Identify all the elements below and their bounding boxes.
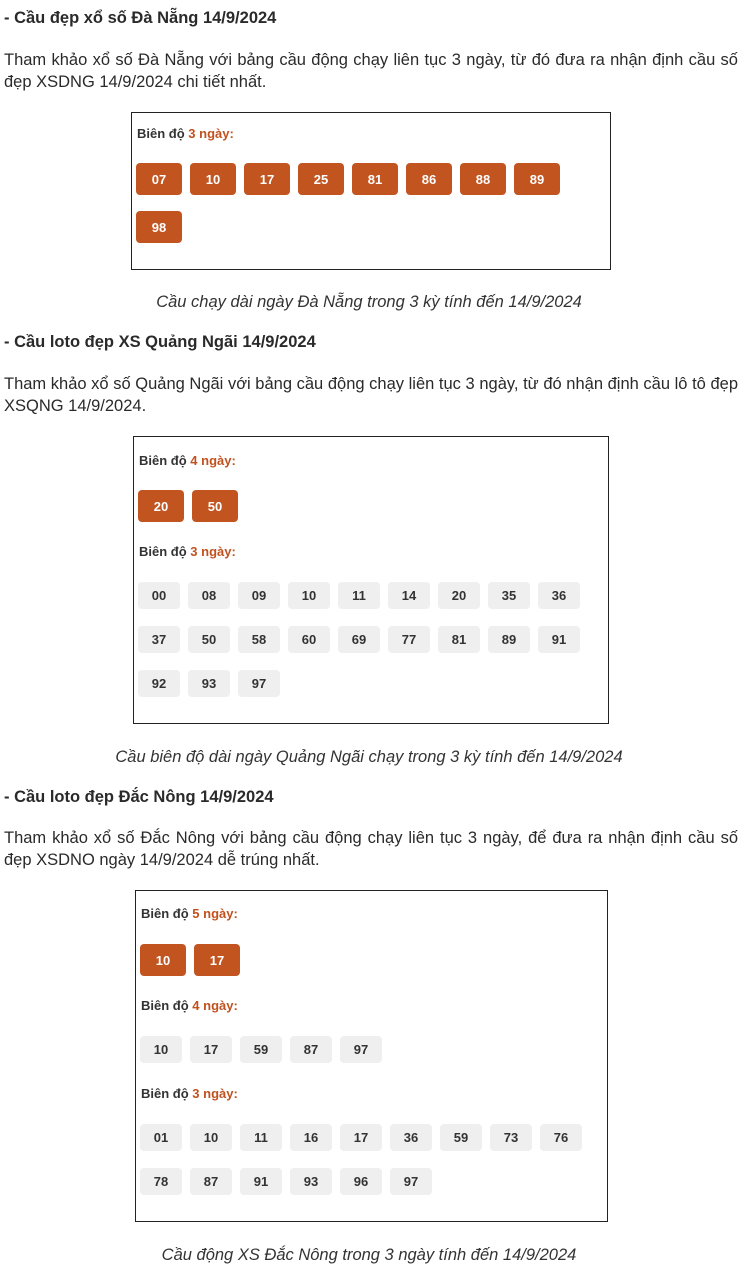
number-chip: 07 bbox=[136, 163, 182, 195]
number-chip: 11 bbox=[240, 1124, 282, 1151]
number-chip: 87 bbox=[290, 1036, 332, 1063]
amplitude-prefix: Biên độ bbox=[141, 1086, 189, 1101]
number-chip: 93 bbox=[188, 670, 230, 697]
amplitude-label bbox=[141, 1086, 238, 1101]
number-chip: 25 bbox=[298, 163, 344, 195]
number-chip: 97 bbox=[390, 1168, 432, 1195]
amplitude-days: 3 ngày: bbox=[188, 126, 234, 141]
caption-quang-ngai: Cầu biên độ dài ngày Quảng Ngãi chạy trong 3 kỳ tính đến 14/9/2024 bbox=[115, 748, 623, 766]
amplitude-days: 3 ngày: bbox=[192, 1086, 238, 1101]
number-chip: 09 bbox=[238, 582, 280, 609]
number-chip: 91 bbox=[240, 1168, 282, 1195]
number-chip: 17 bbox=[244, 163, 290, 195]
section-title-da-nang: - Cầu đẹp xổ số Đà Nẵng 14/9/2024 bbox=[4, 9, 277, 27]
number-chip: 10 bbox=[190, 163, 236, 195]
number-chip: 17 bbox=[194, 944, 240, 976]
number-chip: 78 bbox=[140, 1168, 182, 1195]
amplitude-label bbox=[139, 544, 236, 559]
number-chip: 36 bbox=[538, 582, 580, 609]
bridge-table-da-nang bbox=[131, 112, 611, 270]
number-chip: 10 bbox=[140, 1036, 182, 1063]
section-title-quang-ngai: - Cầu loto đẹp XS Quảng Ngãi 14/9/2024 bbox=[4, 333, 316, 351]
number-chip: 20 bbox=[438, 582, 480, 609]
section-intro-dac-nong: Tham khảo xổ số Đắc Nông với bảng cầu động chạy liên tục 3 ngày, để đưa ra nhận định cầu số đẹp XSDNO ngày 14/9/2024 dễ trúng nhất. bbox=[4, 829, 738, 869]
amplitude-days: 5 ngày: bbox=[192, 906, 238, 921]
number-chip: 81 bbox=[352, 163, 398, 195]
number-chip: 77 bbox=[388, 626, 430, 653]
number-chip: 37 bbox=[138, 626, 180, 653]
amplitude-prefix: Biên độ bbox=[139, 544, 187, 559]
number-chip: 10 bbox=[288, 582, 330, 609]
number-chip: 00 bbox=[138, 582, 180, 609]
amplitude-days: 4 ngày: bbox=[192, 998, 238, 1013]
number-chip: 36 bbox=[390, 1124, 432, 1151]
number-chip: 87 bbox=[190, 1168, 232, 1195]
number-chip: 89 bbox=[514, 163, 560, 195]
amplitude-label bbox=[139, 453, 236, 468]
number-chip: 35 bbox=[488, 582, 530, 609]
caption-dac-nong: Cầu động XS Đắc Nông trong 3 ngày tính đến 14/9/2024 bbox=[161, 1246, 577, 1264]
section-intro-da-nang: Tham khảo xổ số Đà Nẵng với bảng cầu động chạy liên tục 3 ngày, từ đó đưa ra nhận định cầu số đẹp XSDNG 14/9/2024 chi tiết nhất. bbox=[4, 51, 738, 91]
amplitude-label bbox=[141, 906, 238, 921]
number-chip: 14 bbox=[388, 582, 430, 609]
number-chip: 58 bbox=[238, 626, 280, 653]
number-chip: 69 bbox=[338, 626, 380, 653]
number-chip: 89 bbox=[488, 626, 530, 653]
caption-da-nang: Cầu chạy dài ngày Đà Nẵng trong 3 kỳ tính đến 14/9/2024 bbox=[156, 293, 582, 311]
number-chip: 98 bbox=[136, 211, 182, 243]
number-chip: 20 bbox=[138, 490, 184, 522]
number-chip: 11 bbox=[338, 582, 380, 609]
number-chip: 86 bbox=[406, 163, 452, 195]
number-chip: 92 bbox=[138, 670, 180, 697]
number-chip: 60 bbox=[288, 626, 330, 653]
number-chip: 16 bbox=[290, 1124, 332, 1151]
amplitude-prefix: Biên độ bbox=[139, 453, 187, 468]
number-chip: 91 bbox=[538, 626, 580, 653]
number-chip: 93 bbox=[290, 1168, 332, 1195]
number-chip: 76 bbox=[540, 1124, 582, 1151]
number-chip: 01 bbox=[140, 1124, 182, 1151]
number-chip: 59 bbox=[240, 1036, 282, 1063]
number-chip: 88 bbox=[460, 163, 506, 195]
number-chip: 08 bbox=[188, 582, 230, 609]
amplitude-prefix: Biên độ bbox=[141, 998, 189, 1013]
number-chip: 17 bbox=[190, 1036, 232, 1063]
number-chip: 10 bbox=[190, 1124, 232, 1151]
number-chip: 97 bbox=[340, 1036, 382, 1063]
number-chip: 59 bbox=[440, 1124, 482, 1151]
amplitude-label bbox=[141, 998, 238, 1013]
amplitude-days: 4 ngày: bbox=[190, 453, 236, 468]
amplitude-prefix: Biên độ bbox=[137, 126, 185, 141]
bridge-table-quang-ngai bbox=[133, 436, 609, 724]
number-chip: 97 bbox=[238, 670, 280, 697]
number-chip: 50 bbox=[192, 490, 238, 522]
section-title-dac-nong: - Cầu loto đẹp Đắc Nông 14/9/2024 bbox=[4, 788, 274, 806]
number-chip: 81 bbox=[438, 626, 480, 653]
amplitude-prefix: Biên độ bbox=[141, 906, 189, 921]
number-chip: 17 bbox=[340, 1124, 382, 1151]
amplitude-label bbox=[137, 126, 234, 141]
number-chip: 73 bbox=[490, 1124, 532, 1151]
amplitude-days: 3 ngày: bbox=[190, 544, 236, 559]
section-intro-quang-ngai: Tham khảo xổ số Quảng Ngãi với bảng cầu động chạy liên tục 3 ngày, từ đó nhận định cầu lô tô đẹp XSQNG 14/9/2024. bbox=[4, 375, 738, 415]
number-chip: 96 bbox=[340, 1168, 382, 1195]
number-chip: 50 bbox=[188, 626, 230, 653]
number-chip: 10 bbox=[140, 944, 186, 976]
bridge-table-dac-nong bbox=[135, 890, 608, 1222]
